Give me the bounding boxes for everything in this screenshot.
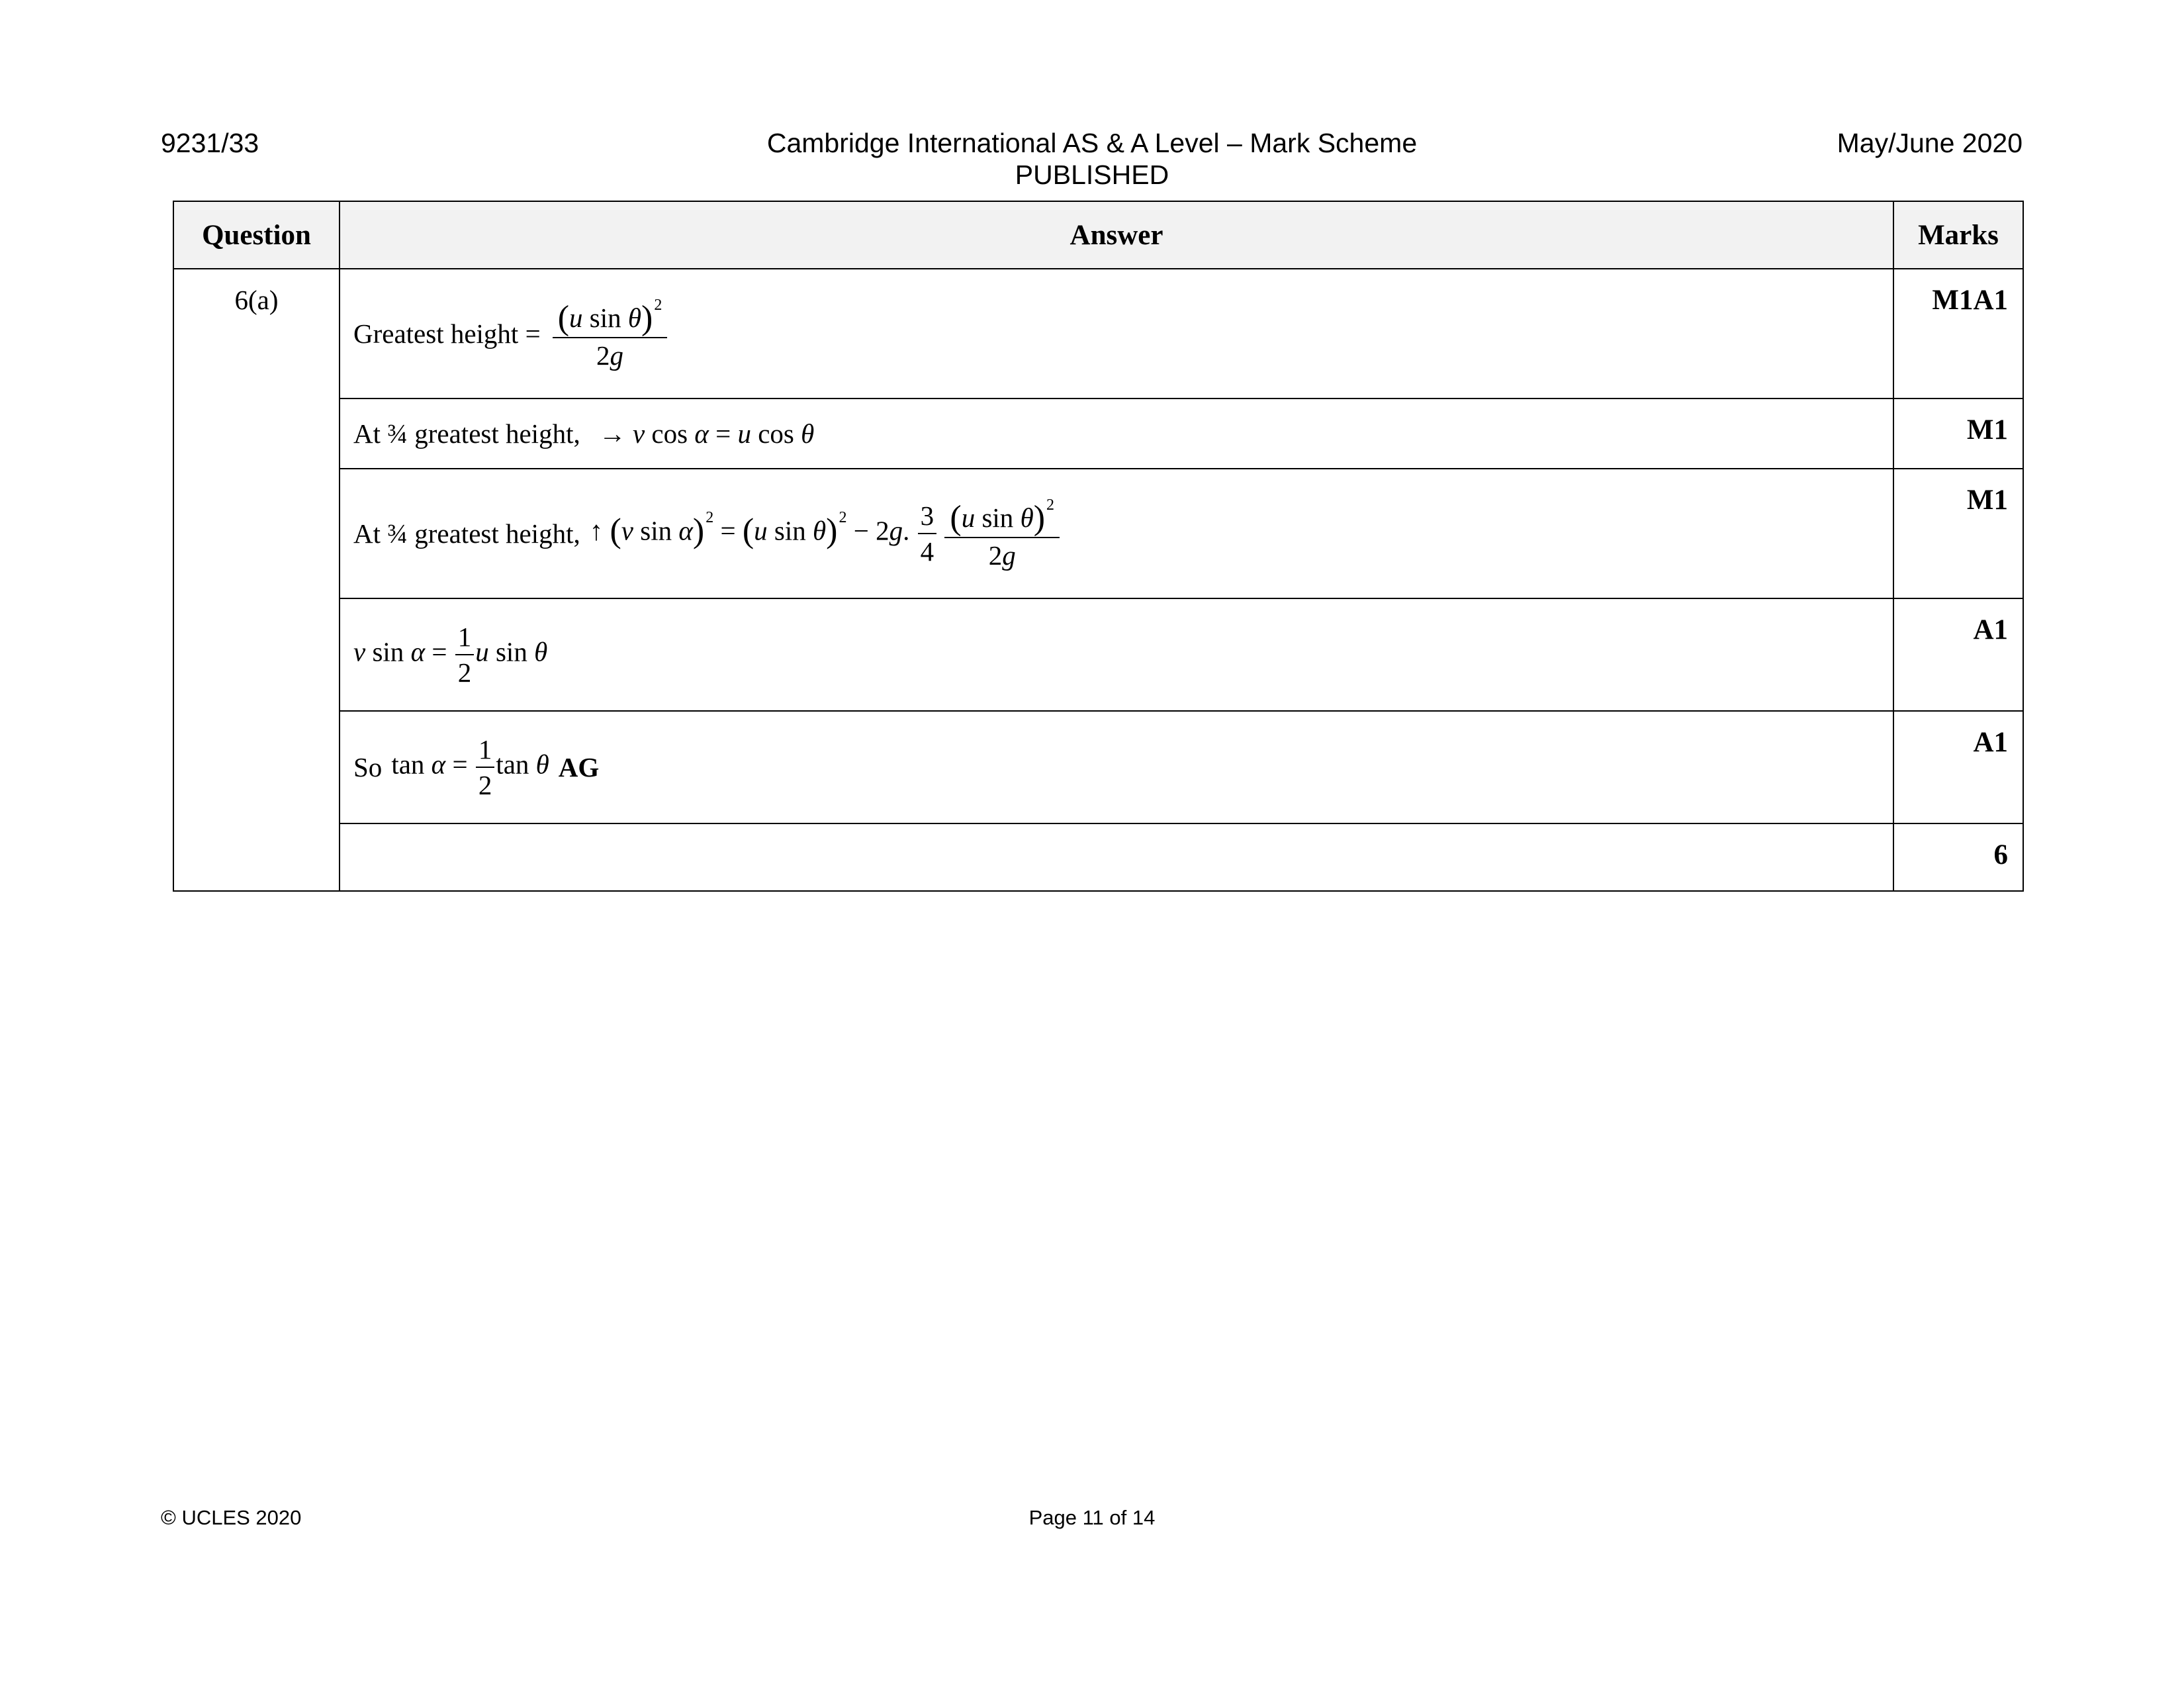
answer-label: So — [353, 752, 383, 782]
marks-cell: M1 — [1893, 469, 2023, 598]
table-row — [173, 269, 2023, 399]
marks-cell: M1A1 — [1893, 269, 2023, 399]
marks-cell: A1 — [1893, 598, 2023, 711]
answer-expression: ↑ (v sin α)$^2$ = (u sin θ)$^2$ − 2g. $\frac{3}{4}$ $\frac{(u \sin \theta)^2}{2g}$ — [590, 496, 1062, 571]
question-number: 6(a) — [173, 269, 340, 891]
mark-scheme-table — [173, 201, 2024, 892]
answer-content — [353, 712, 1880, 823]
question-column-header: Question — [173, 201, 340, 269]
answer-label: At ¾ greatest height, — [353, 518, 580, 549]
answer-given-note: AG — [558, 752, 600, 782]
answer-cell — [340, 711, 1893, 823]
answer-content — [353, 269, 1880, 398]
marks-cell: M1 — [1893, 399, 2023, 469]
answer-content — [353, 399, 1880, 468]
answer-expression: tan α = $\frac{1}{2}$ tan θ — [391, 733, 549, 801]
answer-content — [353, 599, 1880, 710]
page-number: Page 11 of 14 — [1028, 1506, 1156, 1529]
answer-expression: $\frac{(u \sin \theta)^2}{2g}$ — [550, 297, 670, 371]
answer-cell — [340, 269, 1893, 399]
marks-column-header: Marks — [1893, 201, 2023, 269]
answer-cell — [340, 823, 1893, 891]
table-row-total — [173, 823, 2023, 891]
answer-expression: v sin α = $\frac{1}{2}$ u sin θ — [353, 621, 548, 688]
answer-label: Greatest height = — [353, 318, 541, 349]
marks-cell: A1 — [1893, 711, 2023, 823]
document-title: Cambridge International AS & A Level – Mark Scheme — [766, 128, 1418, 158]
answer-column-header: Answer — [340, 201, 1893, 269]
table-row — [173, 399, 2023, 469]
answer-cell — [340, 598, 1893, 711]
exam-session: May/June 2020 — [1837, 128, 2023, 158]
answer-expression: → v cos α = u cos θ — [598, 418, 815, 449]
answer-cell — [340, 399, 1893, 469]
answer-label: At ¾ greatest height, — [353, 418, 580, 449]
total-marks-cell: 6 — [1893, 823, 2023, 891]
table-row — [173, 711, 2023, 823]
copyright: © UCLES 2020 — [161, 1506, 302, 1529]
document-status: PUBLISHED — [1015, 160, 1169, 190]
answer-cell — [340, 469, 1893, 598]
answer-content — [353, 469, 1880, 598]
paper-code: 9231/33 — [161, 128, 259, 158]
table-row — [173, 469, 2023, 598]
table-row — [173, 598, 2023, 711]
table-header-row — [173, 201, 2023, 269]
